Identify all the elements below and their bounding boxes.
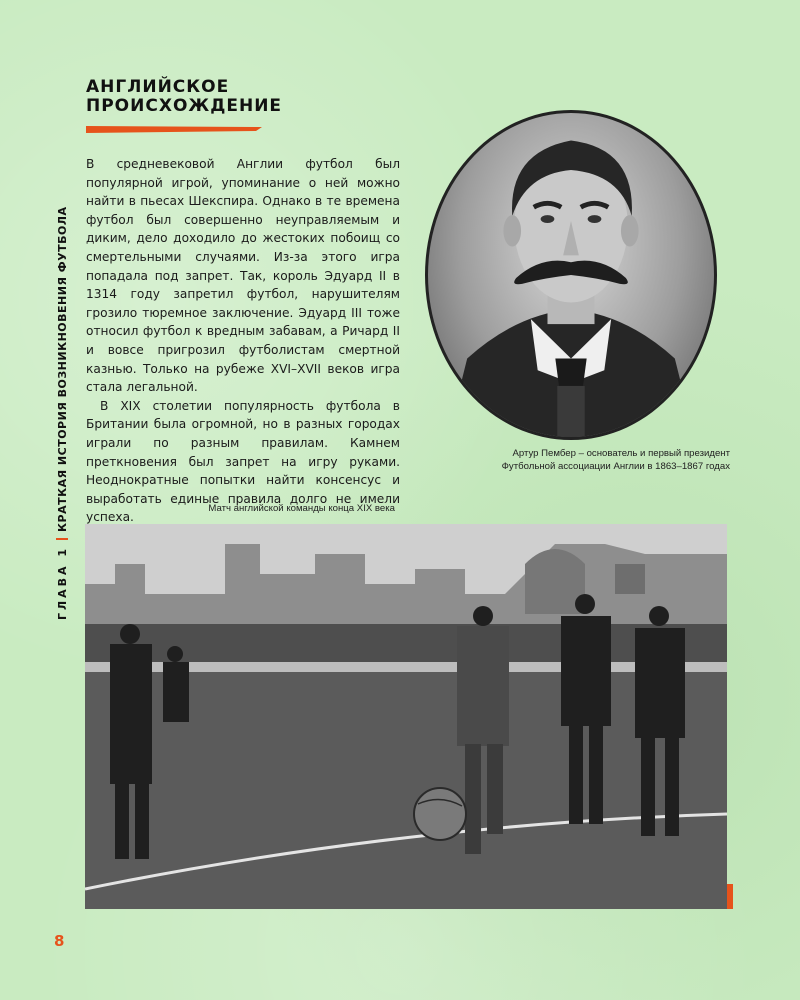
photo-caption: Матч английской команды конца XIX века — [208, 503, 395, 514]
accent-bar — [727, 884, 733, 909]
heading-underline-stroke — [86, 124, 262, 134]
chapter-side-label — [56, 206, 69, 620]
chapter-number: ГЛАВА 1 — [56, 545, 69, 620]
portrait-caption-line-1: Артур Пембер – основатель и первый президент — [512, 448, 730, 459]
match-photo — [85, 524, 727, 909]
body-text — [86, 155, 400, 583]
portrait-illustration — [428, 113, 714, 437]
heading-line-1: АНГЛИЙСКОЕ — [86, 77, 230, 97]
paragraph-1: В средневековой Англии футбол был популярной игрой, упоминание о ней можно найти в пьесах Шекспира. Однако в те времена футбол был совершенно неуправляемым и диким, дело доходило до жестоких побоищ со смертельными случаями. Из-за этого игра попадала под запрет. Так, король Эдуард II в 1314 году запретил футбол, нарушителям грозило тюремное заключение. Эдуард III тоже относил футбол к вредным забавам, а Ричард II и вовсе пригрозил футболистам смертной казнью. Только на рубеже XVI–XVII веков игра стала легальной. — [86, 157, 400, 395]
match-photo-illustration — [85, 524, 727, 909]
chapter-title: КРАТКАЯ ИСТОРИЯ ВОЗНИКНОВЕНИЯ ФУТБОЛА — [56, 206, 69, 532]
page-number: 8 — [54, 932, 65, 950]
portrait-caption-line-2: Футбольной ассоциации Англии в 1863–1867 годах — [501, 461, 730, 472]
section-heading — [86, 78, 282, 116]
portrait-engraving — [425, 110, 717, 440]
portrait-caption — [440, 447, 730, 473]
paragraph-2: В XIX столетии популярность футбола в Британии была огромной, но в разных городах играли по разным правилам. Камнем преткновения был запрет на игру руками. Неоднократные попытки найти консенсус и выработать единые правила долго не имели успеха. — [86, 398, 400, 525]
heading-line-2: ПРОИСХОЖДЕНИЕ — [86, 96, 283, 116]
chapter-separator — [56, 538, 68, 540]
